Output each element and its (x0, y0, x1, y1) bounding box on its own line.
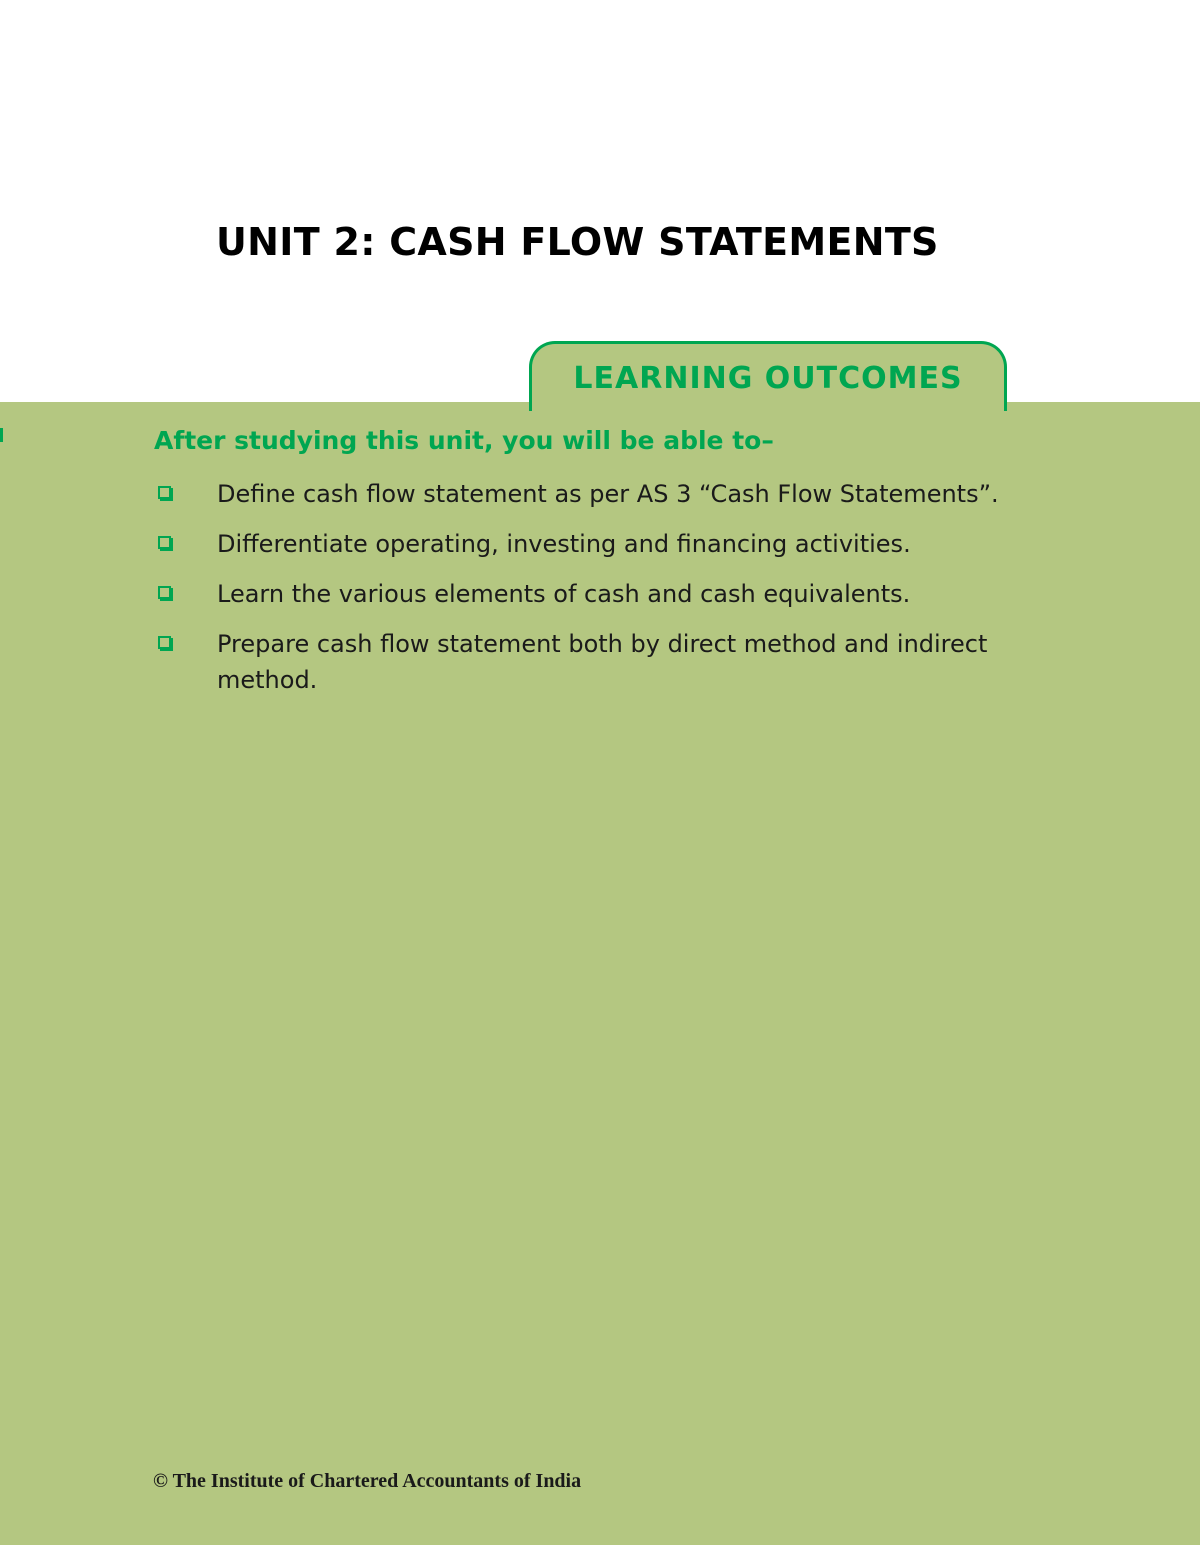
learning-outcomes-tab (529, 341, 1007, 411)
list-item (154, 476, 1054, 512)
copyright-footer: © The Institute of Chartered Accountants of India (153, 1470, 582, 1492)
checkbox-icon (158, 536, 171, 549)
outcome-text: Differentiate operating, investing and financing activities. (217, 530, 911, 558)
outcome-text: Prepare cash flow statement both by direct method and indirect method. (217, 630, 988, 694)
list-item (154, 576, 1054, 612)
checkbox-icon (158, 586, 171, 599)
learning-outcomes-heading: LEARNING OUTCOMES (573, 361, 963, 396)
list-item (154, 526, 1054, 562)
checkbox-icon (158, 636, 171, 649)
panel-edge-marker (0, 428, 3, 442)
checkbox-icon (158, 486, 171, 499)
outcomes-list (154, 476, 1054, 712)
unit-title: UNIT 2: CASH FLOW STATEMENTS (216, 220, 939, 264)
outcome-text: Learn the various elements of cash and cash equivalents. (217, 580, 911, 608)
outcomes-intro: After studying this unit, you will be able to– (154, 426, 774, 455)
outcome-text: Define cash flow statement as per AS 3 “Cash Flow Statements”. (217, 480, 999, 508)
list-item (154, 626, 1054, 698)
